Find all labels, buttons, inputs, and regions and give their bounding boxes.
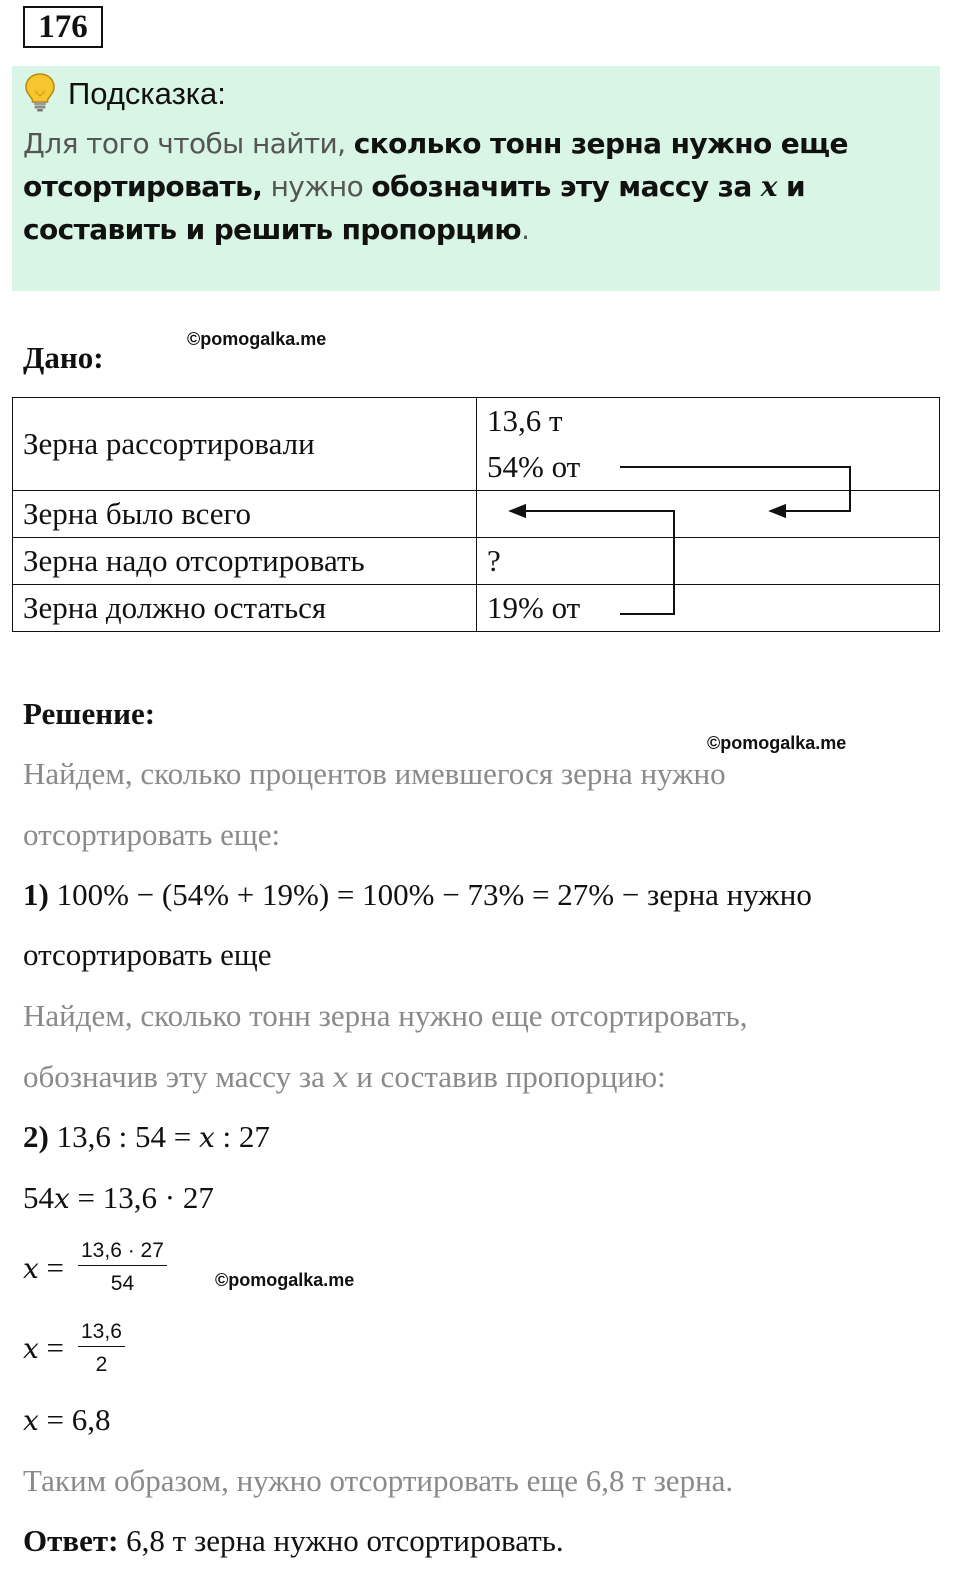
answer <box>23 1521 564 1561</box>
value-line: 13,6 т <box>487 403 563 438</box>
row-value: ? <box>477 538 940 585</box>
step-text: 100% − (54% + 19%) = 100% − 73% = 27% − зерна нужно <box>48 877 812 912</box>
fraction <box>78 1239 167 1296</box>
step-label: 2) <box>23 1119 49 1154</box>
hint-segment: и составить и решить пропорцию <box>23 170 806 246</box>
conclusion: Таким образом, нужно отсортировать еще 6,8 т зерна. <box>23 1463 734 1498</box>
numerator: 13,6 · 27 <box>78 1239 167 1266</box>
table-row <box>13 585 940 632</box>
answer-text: 6,8 т зерна нужно отсортировать. <box>118 1523 564 1558</box>
row-label: Зерна рассортировали <box>13 398 477 491</box>
equation-result: x = 6,8 <box>23 1402 111 1437</box>
equation: 54x = 13,6 · 27 <box>23 1180 214 1215</box>
step-2: 2) 13,6 : 54 = x : 27 <box>23 1119 270 1154</box>
hint-segment: сколько тонн зерна нужно еще отсортировать, <box>23 127 848 203</box>
solution-text: Найдем, сколько процентов имевшегося зерна нужно <box>23 756 726 791</box>
answer-label: Ответ: <box>23 1523 119 1558</box>
table-row <box>13 491 940 538</box>
task-number: 176 <box>23 6 103 48</box>
numerator: 13,6 <box>78 1320 125 1347</box>
given-table <box>12 397 940 632</box>
hint-segment: обозначить эту массу за <box>371 170 761 203</box>
hint-segment: . <box>521 213 530 246</box>
hint-text <box>23 122 928 251</box>
table-row <box>13 538 940 585</box>
row-value <box>477 398 940 491</box>
given-heading: Дано: <box>23 340 104 375</box>
denominator: 54 <box>110 1272 135 1295</box>
hint-segment: x <box>760 170 777 203</box>
solution-heading: Решение: <box>23 696 156 731</box>
row-value <box>477 491 940 538</box>
watermark: ©pomogalka.me <box>187 329 327 349</box>
table-row <box>13 398 940 491</box>
step-1 <box>23 875 812 915</box>
lightbulb-icon <box>24 72 56 112</box>
value-line: 54% от <box>487 449 581 484</box>
watermark: ©pomogalka.me <box>707 733 847 753</box>
fraction <box>78 1320 125 1377</box>
step-1-continuation: отсортировать еще <box>23 937 272 972</box>
hint-segment: Для того чтобы найти, <box>23 127 354 160</box>
solution-text: обозначив эту массу за x и составив пропорцию: <box>23 1059 666 1094</box>
denominator: 2 <box>95 1353 108 1376</box>
hint-title: Подсказка: <box>68 76 226 111</box>
row-label: Зерна должно остаться <box>13 585 477 632</box>
watermark: ©pomogalka.me <box>215 1270 355 1290</box>
hint-segment: нужно <box>262 170 372 203</box>
row-value: 19% от <box>477 585 940 632</box>
step-label: 1) <box>23 877 49 912</box>
equation-fraction-2: x = <box>23 1330 65 1365</box>
solution-text: отсортировать еще: <box>23 817 281 852</box>
equation-fraction-1: x = <box>23 1250 65 1285</box>
row-label: Зерна было всего <box>13 491 477 538</box>
solution-text: Найдем, сколько тонн зерна нужно еще отсортировать, <box>23 998 748 1033</box>
row-label: Зерна надо отсортировать <box>13 538 477 585</box>
